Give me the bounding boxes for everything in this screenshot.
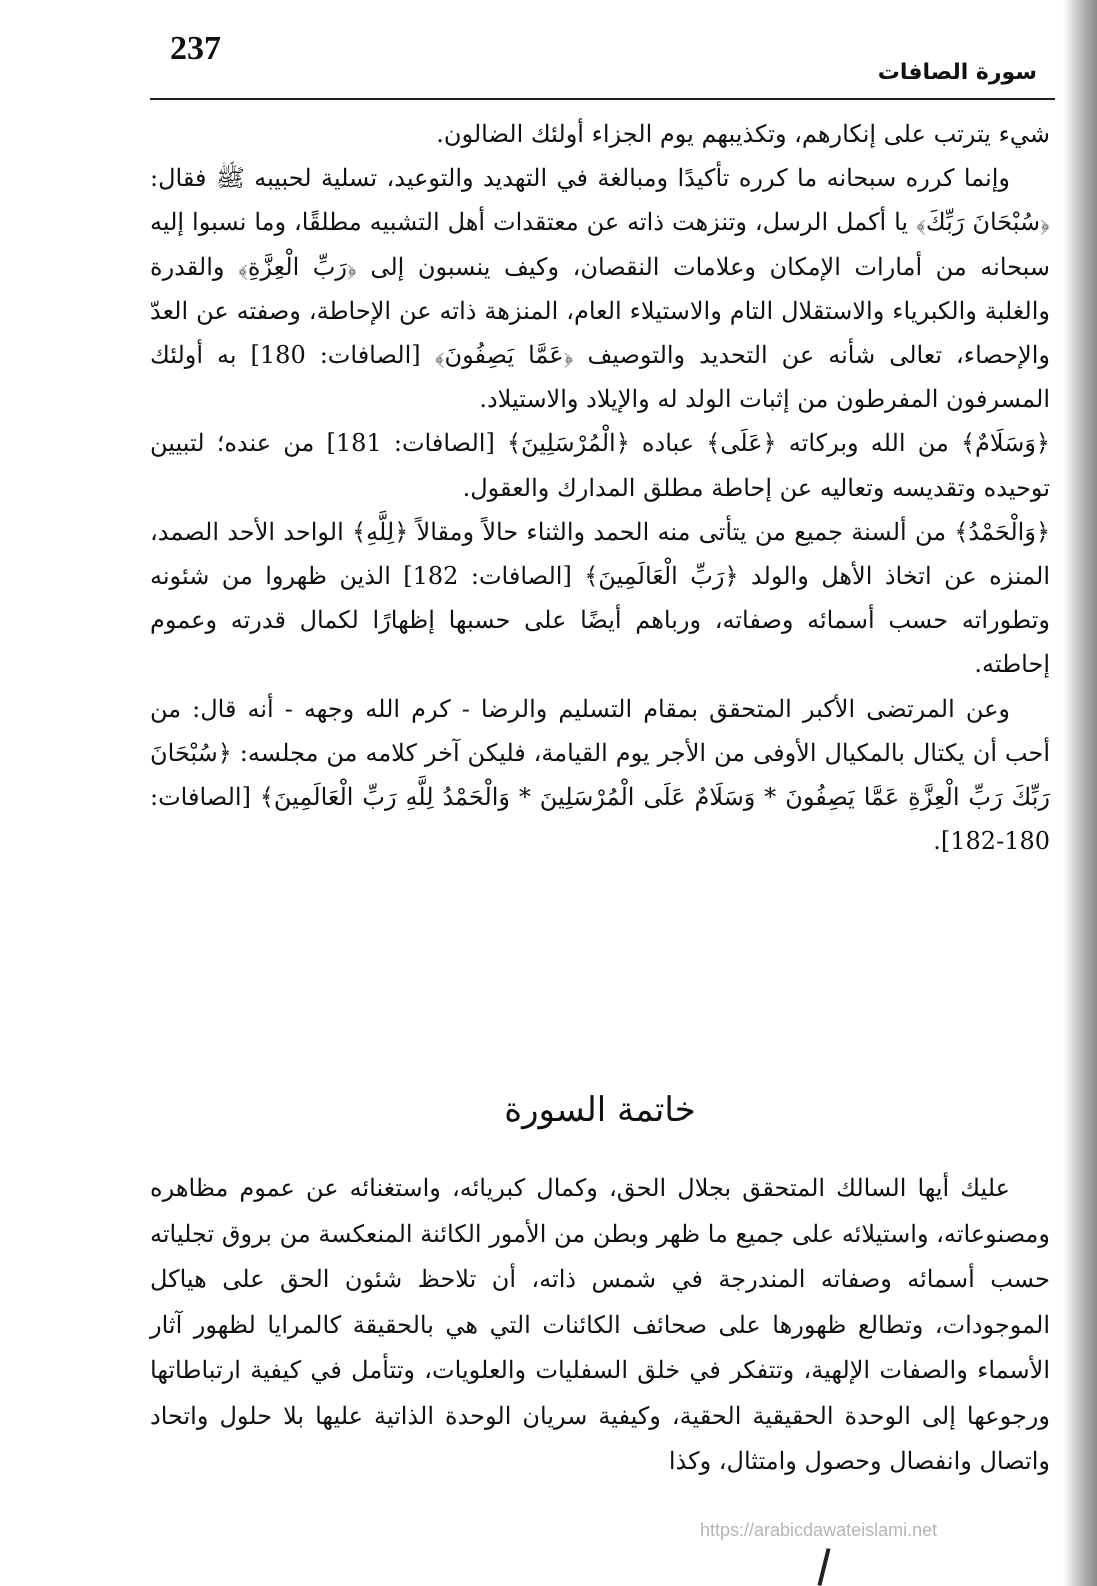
watermark-url: https://arabicdawateislami.net [700, 1520, 938, 1540]
paragraph: عليك أيها السالك المتحقق بجلال الحق، وكمال كبريائه، واستغنائه عن عموم مظاهره ومصنوعاته، واستيلائه على جميع ما ظهر وبطن من الأمور الكائنة المنعكسة من بروق تجلياته حسب أسمائه وصفاته المندرجة في شمس ذاته، أن تلاحظ شئون الحق على هياكل الموجودات، وتطالع ظهورها على صحائف الكائنات التي هي بالحقيقة كالمرايا لظهور آثار الأسماء والصفات الإلهية، وتتفكر في خلق السفليات والعلويات، وتتأمل في كيفية ارتباطاتها ورجوعها إلى الوحدة الحقيقية الحقية، وكيفية سريان الوحدة الذاتية عليها بلا حلول واتحاد واتصال وانفصال وحصول وامتثال، وكذا [150, 1174, 1050, 1475]
paragraph: شيء يترتب على إنكارهم، وتكذيبهم يوم الجزاء أولئك الضالون. [436, 120, 1050, 148]
header-rule [150, 98, 1055, 100]
scan-mark [817, 1548, 830, 1586]
paragraph: ﴿وَسَلَامٌ﴾ من الله وبركاته ﴿عَلَى﴾ عباده ﴿الْمُرْسَلِينَ﴾ [الصافات: 181] من عنده؛ لتبيين توحيده وتقديسه وتعاليه عن إحاطة مطلق المدارك والعقول. [150, 429, 1050, 502]
scan-edge-shadow [1063, 0, 1097, 1586]
paragraph: وإنما كرره سبحانه ما كرره تأكيدًا ومبالغة في التهديد والتوعيد، تسلية لحبيبه ﷺ فقال: ﴿سُبْحَانَ رَبِّكَ﴾ يا أكمل الرسل، وتنزهت ذاته عن معتقدات أهل التشبيه مطلقًا، وما نسبوا إليه سبحانه من أمارات الإمكان وعلامات النقصان، وكيف ينسبون إلى ﴿رَبِّ الْعِزَّةِ﴾ والقدرة والغلبة والكبرياء والاستقلال التام والاستيلاء العام، المنزهة ذاته عن الإحاطة، وصفته عن العدّ والإحصاء، تعالى شأنه عن التحديد والتوصيف ﴿عَمَّا يَصِفُونَ﴾ [الصافات: 180] به أولئك المسرفون المفرطون من إثبات الولد له والإيلاد والاستيلاد. [150, 164, 1050, 414]
paragraph: وعن المرتضى الأكبر المتحقق بمقام التسليم والرضا - كرم الله وجهه - أنه قال: من أحب أن يكتال بالمكيال الأوفى من الأجر يوم القيامة، فليكن آخر كلامه من مجلسه: ﴿سُبْحَانَ رَبِّكَ رَبِّ الْعِزَّةِ عَمَّا يَصِفُونَ * وَسَلَامٌ عَلَى الْمُرْسَلِينَ * وَالْحَمْدُ لِلَّهِ رَبِّ الْعَالَمِينَ﴾ [الصافات: 180-182]. [150, 694, 1050, 856]
paragraph: ﴿وَالْحَمْدُ﴾ من ألسنة جميع من يتأتى منه الحمد والثناء حالاً ومقالاً ﴿لِلَّهِ﴾ الواحد الأحد الصمد، المنزه عن اتخاذ الأهل والولد ﴿رَبِّ الْعَالَمِينَ﴾ [الصافات: 182] الذين ظهروا من شئونه وتطوراته حسب أسمائه وصفاته، ورباهم أيضًا على حسبها إظهارًا لكمال قدرته وعموم إحاطته. [150, 517, 1051, 679]
main-text [150, 112, 1050, 863]
section-title: خاتمة السورة [504, 1090, 696, 1130]
running-header: سورة الصافات [877, 60, 1037, 85]
closing-text [150, 1166, 1050, 1485]
page-number: 237 [170, 30, 221, 67]
